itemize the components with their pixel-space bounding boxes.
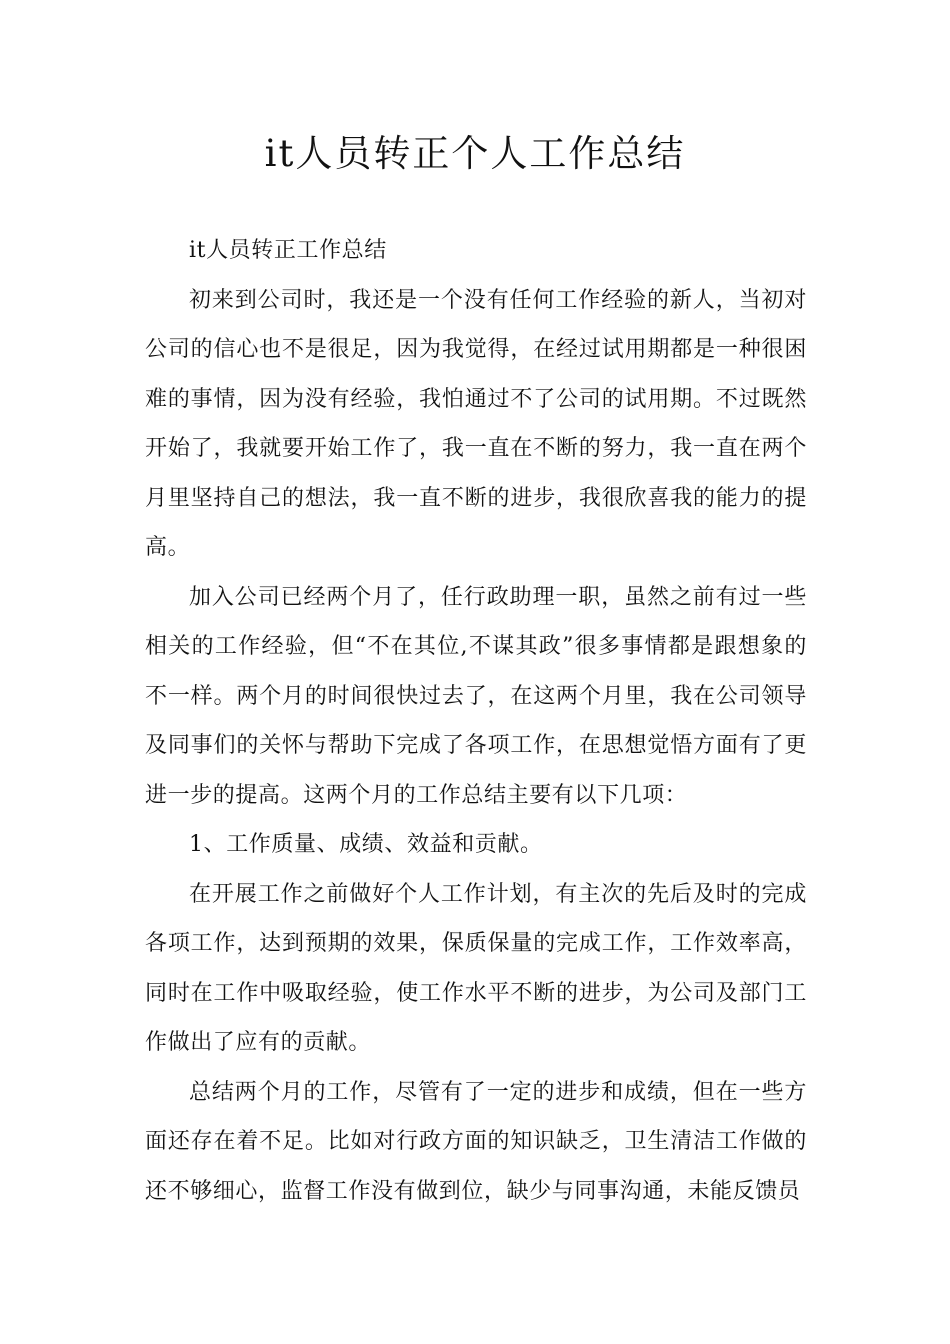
paragraph: 总结两个月的工作，尽管有了一定的进步和成绩，但在一些方面还存在着不足。比如对行政方面的知识缺乏，卫生清洁工作做的还不够细心，监督工作没有做到位，缺少与同事沟通，未能反馈员 [145,1079,807,1204]
paragraph: 初来到公司时，我还是一个没有任何工作经验的新人，当初对公司的信心也不是很足，因为我觉得，在经过试用期都是一种很困难的事情，因为没有经验，我怕通过不了公司的试用期。不过既然开始了，我就要开始工作了，我一直在不断的努力，我一直在两个月里坚持自己的想法，我一直不断的进步，我很欣喜我的能力的提高。 [145,287,807,560]
document-title: it人员转正个人工作总结 [264,132,686,175]
paragraph-subtitle: it人员转正工作总结 [189,238,387,263]
document-body [145,226,807,1216]
section-heading: 1、工作质量、成绩、效益和贡献。 [189,832,543,857]
paragraph: 加入公司已经两个月了，任行政助理一职，虽然之前有过一些相关的工作经验，但“不在其位,不谋其政”很多事情都是跟想象的不一样。两个月的时间很快过去了，在这两个月里，我在公司领导及同事们的关怀与帮助下完成了各项工作，在思想觉悟方面有了更进一步的提高。这两个月的工作总结主要有以下几项： [145,584,807,808]
paragraph: 在开展工作之前做好个人工作计划，有主次的先后及时的完成各项工作，达到预期的效果，保质保量的完成工作，工作效率高，同时在工作中吸取经验，使工作水平不断的进步，为公司及部门工作做出了应有的贡献。 [145,881,807,1055]
